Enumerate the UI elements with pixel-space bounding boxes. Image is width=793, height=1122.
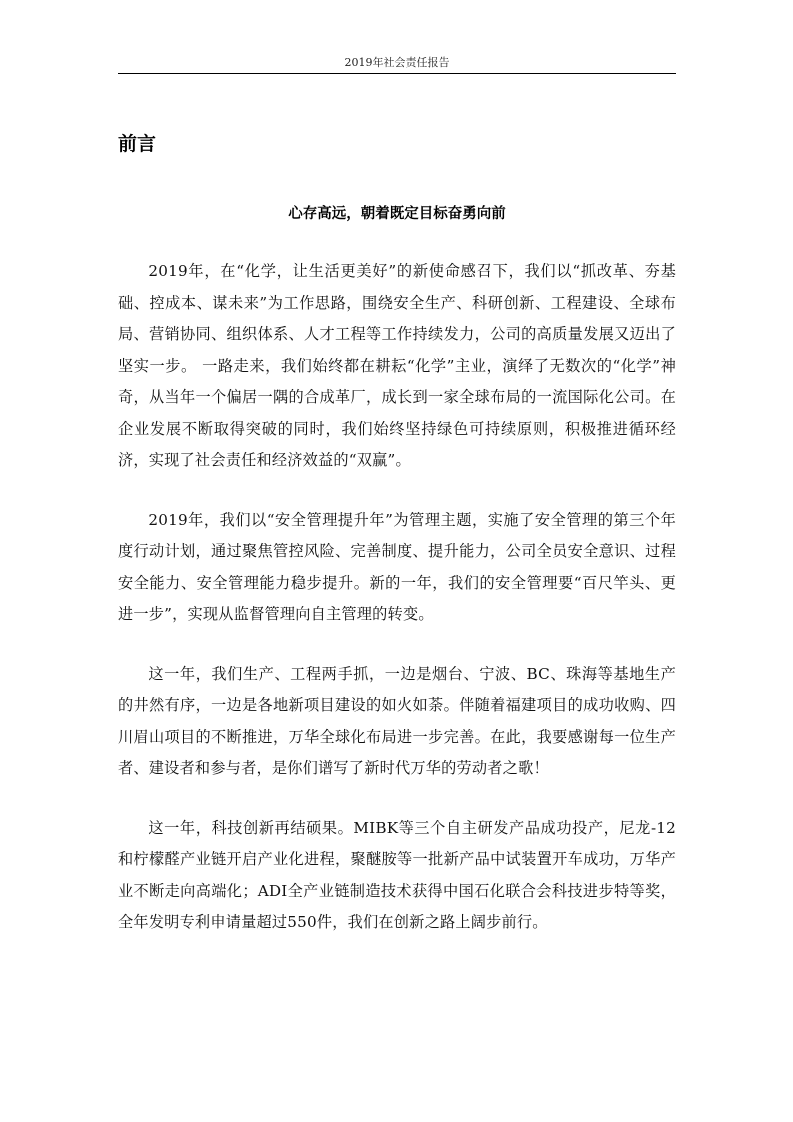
header-divider bbox=[118, 73, 676, 74]
section-subtitle: 心存高远，朝着既定目标奋勇向前 bbox=[288, 206, 506, 222]
paragraph-2: 2019年，我们以“安全管理提升年”为管理主题，实施了安全管理的第三个年度行动计划，通过聚焦管控风险、完善制度、提升能力，公司全员安全意识、过程安全能力、安全管理能力稳步提升。新的一年，我们的安全管理要“百尺竿头、更进一步”，实现从监督管理向自主管理的转变。 bbox=[118, 510, 676, 623]
paragraph-1: 2019年，在“化学，让生活更美好”的新使命感召下，我们以“抓改革、夯基础、控成本、谋未来”为工作思路，围绕安全生产、科研创新、工程建设、全球布局、营销协同、组织体系、人才工程等工作持续发力，公司的高质量发展又迈出了坚实一步。 一路走来，我们始终都在耕耘“化学”主业，演绎了无数次的“化学”神奇，从当年一个偏居一隅的合成革厂，成长到一家全球布局的一流国际化公司。在企业发展不断取得突破的同时，我们始终坚持绿色可持续原则，积极推进循环经济，实现了社会责任和经济效益的“双赢”。 bbox=[118, 262, 676, 469]
section-title: 前言 bbox=[118, 133, 157, 155]
running-header: 2019年社会责任报告 bbox=[344, 56, 450, 69]
body-text bbox=[118, 256, 676, 967]
paragraph-3: 这一年，我们生产、工程两手抓，一边是烟台、宁波、BC、珠海等基地生产的井然有序，一边是各地新项目建设的如火如荼。伴随着福建项目的成功收购、四川眉山项目的不断推进，万华全球化布局进一步完善。在此，我要感谢每一位生产者、建设者和参与者，是你们谱写了新时代万华的劳动者之歌！ bbox=[118, 664, 676, 777]
paragraph-4: 这一年，科技创新再结硕果。MIBK等三个自主研发产品成功投产，尼龙-12和柠檬醛产业链开启产业化进程，聚醚胺等一批新产品中试装置开车成功，万华产业不断走向高端化；ADI全产业链制造技术获得中国石化联合会科技进步特等奖，全年发明专利申请量超过550件，我们在创新之路上阔步前行。 bbox=[118, 818, 676, 931]
